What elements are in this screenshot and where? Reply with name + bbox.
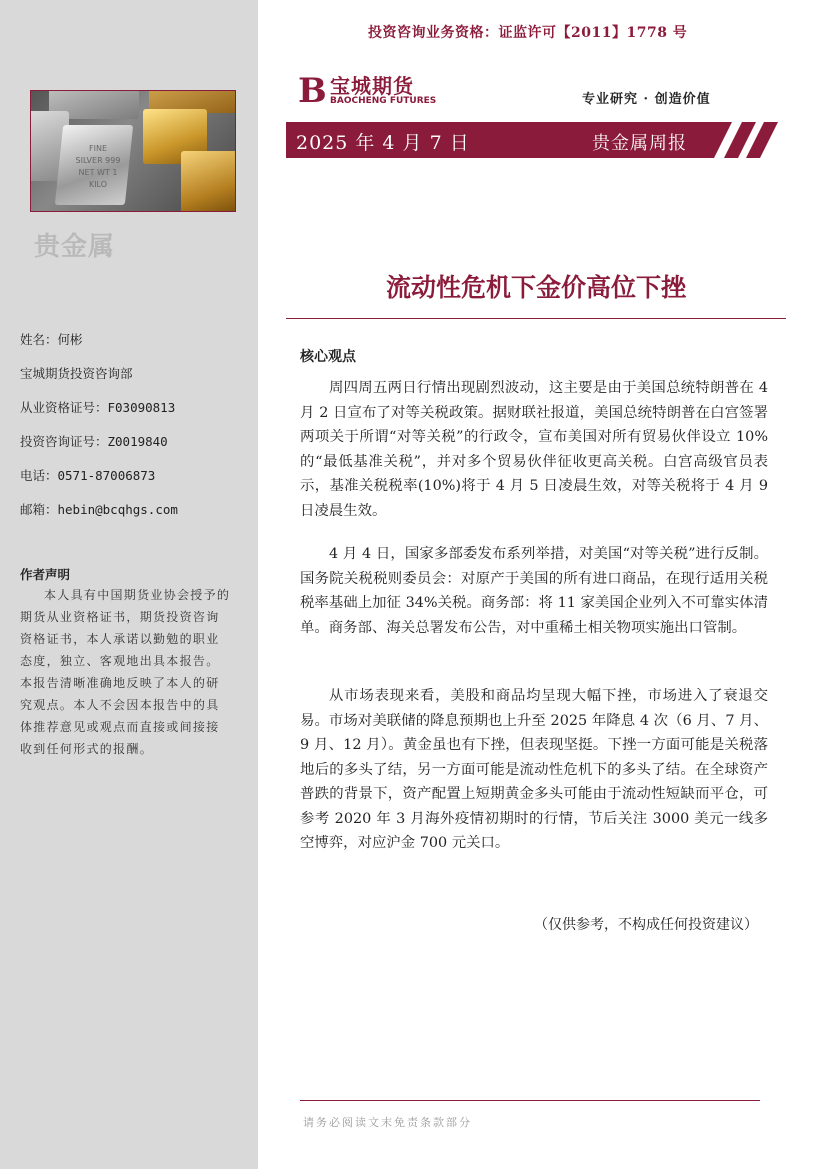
footer-divider [300,1100,760,1101]
consulting-number: 投资咨询证号：Z0019840 [20,434,168,449]
precious-metal-bars-image [30,90,236,212]
footer-note: 请务必阅读文末免责条款部分 [303,1116,472,1129]
silver-bar-stamp: FINE SILVER 999 NET WT 1 KILO [75,144,121,189]
gold-bar [181,151,236,212]
report-headline: 流动性危机下金价高位下挫 [385,273,686,302]
author-name: 姓名：何彬 [20,332,83,347]
headline-divider [286,318,786,319]
qualification-number: 从业资格证号：F03090813 [20,400,176,415]
sidebar [0,0,258,1169]
declaration-title: 作者声明 [20,567,71,582]
category-label: 贵金属 [34,232,116,262]
company-logo [298,70,438,114]
paragraph: 4 月 4 日，国家多部委发布系列举措，对美国“对等关税”进行反制。国务院关税税则委员会：对原产于美国的所有进口商品，在现行适用关税税率基础上加征 34%关税。商务部：将 11 家美国企业列入不可靠实体清单。商务部、海关总署发布公告，对中重稀土相关物项实施出口管制。 [300,546,768,636]
paragraph: 周四周五两日行情出现剧烈波动，这主要是由于美国总统特朗普在 4 月 2 日宣布了对等关税政策。据财联社报道，美国总统特朗普在白宫签署两项关于所谓“对等关税”的行政令，宣布美国对所有贸易伙伴设立 10%的“最低基准关税”，并对多个贸易伙伴征收更高关税。白宫高级官员表示，基准关税税率(10%)将于 4 月 5 日凌晨生效，对等关税将于 4 月 9 日凌晨生效。 [300,380,768,519]
logo-english: BAOCHENG FUTURES [330,96,437,106]
phone: 电话：0571-87006873 [20,468,156,483]
section-title: 核心观点 [300,349,356,365]
email: 邮箱：hebin@bcqhgs.com [20,502,178,517]
paragraph: 从市场表现来看，美股和商品均呈现大幅下挫，市场进入了衰退交易。市场对美联储的降息预期也上升至 2025 年降息 4 次（6 月、7 月、9 月、12 月）。黄金虽也有下挫，但表现坚挺。下挫一方面可能是关税落地后的多头了结，另一方面可能是流动性危机下的多头了结。在全球资产普跌的背景下，资产配置上短期黄金多头可能由于流动性短缺而平仓，可参考 2020 年 3 月海外疫情初期时的行情，节后关注 3000 美元一线多空博弈，对应沪金 700 元关口。 [300,688,768,851]
investment-disclaimer: （仅供参考，不构成任何投资建议） [534,917,758,933]
license-info: 投资咨询业务资格：证监许可【2011】1778 号 [368,25,688,41]
author-department: 宝城期货投资咨询部 [20,366,133,381]
report-date: 2025 年 4 月 7 日 [296,132,470,154]
date-banner [286,122,786,158]
declaration-text: 本人具有中国期货业协会授予的期货从业资格证书，期货投资咨询资格证书，本人承诺以勤勉的职业态度，独立、客观地出具本报告。本报告清晰准确地反映了本人的研究观点。本人不会因本报告中的具体推荐意见或观点而直接或间接接收到任何形式的报酬。 [20,588,231,756]
slogan: 专业研究 · 创造价值 [582,92,711,107]
logo-chinese: 宝城期货 [330,74,414,98]
logo-mark: B [298,71,327,111]
report-type: 贵金属周报 [592,133,687,154]
